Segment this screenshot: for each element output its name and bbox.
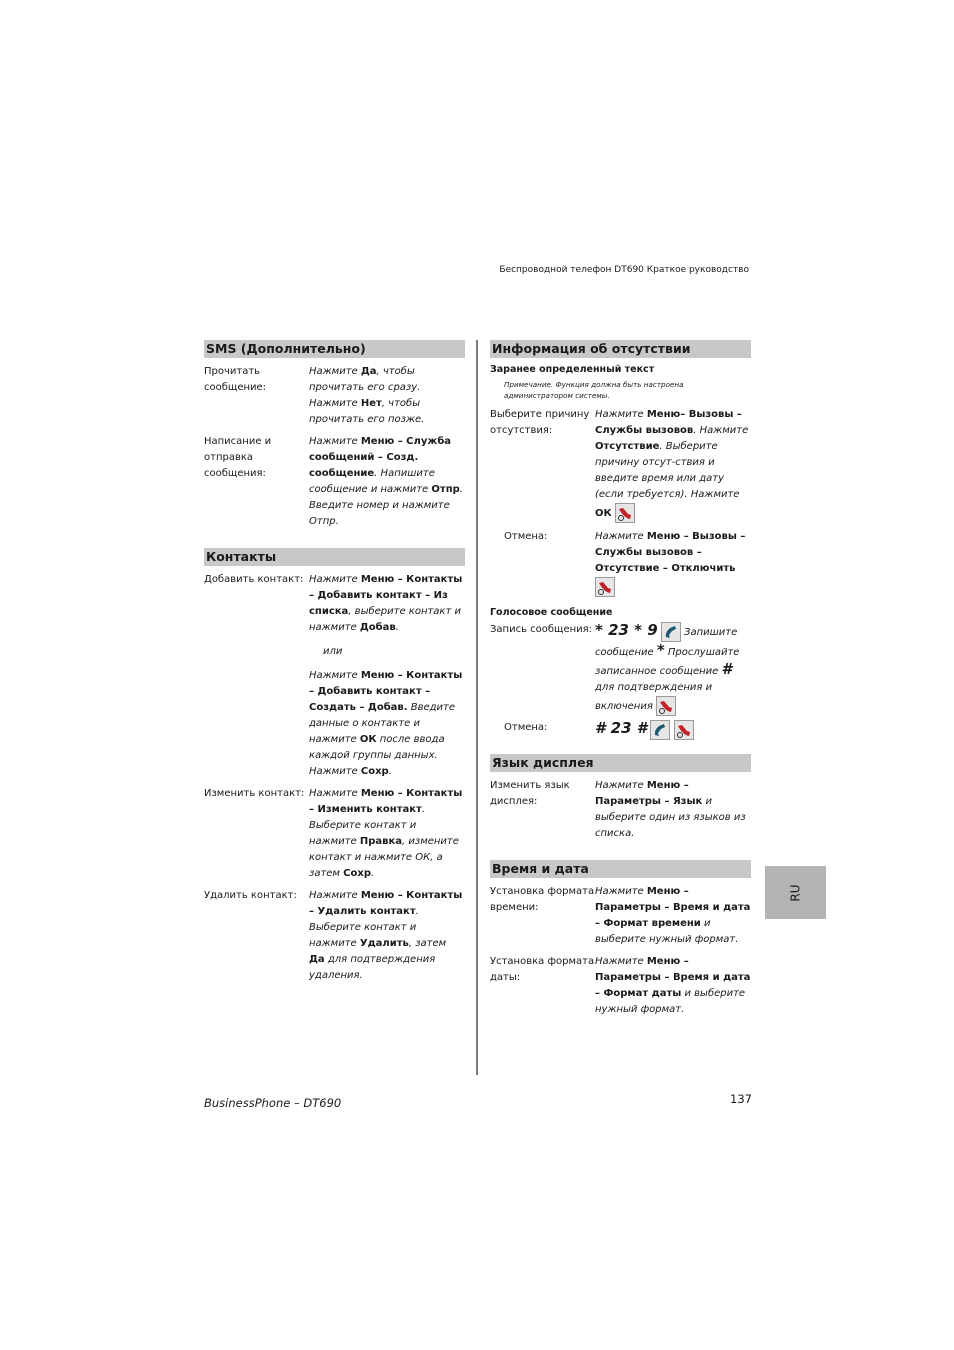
row-desc: Нажмите Меню – Контакты – Удалить контакт. Выберите контакт и нажмите Удалить, затем Да для подтверждения удаления. bbox=[309, 890, 463, 981]
listen-instruction: Прослушайте записанное сообщение bbox=[595, 647, 740, 677]
subheading-voice-message: Голосовое сообщение bbox=[490, 607, 613, 618]
section-title-datetime: Время и дата bbox=[490, 860, 751, 878]
end-call-icon bbox=[674, 720, 694, 740]
end-call-icon bbox=[656, 696, 676, 716]
hash-key: # bbox=[721, 660, 732, 678]
row-label: Изменить контакт: bbox=[204, 788, 305, 799]
contact-add-row bbox=[204, 572, 465, 780]
section-title-language: Язык дисплея bbox=[490, 754, 751, 772]
row-desc: Нажмите Меню – Контакты – Добавить контакт – Из списка, выберите контакт и нажмите Добав. bbox=[309, 574, 463, 633]
call-icon bbox=[661, 622, 681, 642]
language-tab-label: RU bbox=[788, 883, 803, 902]
or-text: или bbox=[323, 646, 343, 657]
right-column bbox=[490, 340, 751, 1018]
row-label: Запись сообщения: bbox=[490, 624, 593, 635]
row-desc: Нажмите Меню – Служба сообщений – Созд. сообщение. Напишите сообщение и нажмите Отпр. Введите номер и нажмите Отпр. bbox=[309, 436, 463, 527]
row-desc: Нажмите Меню– Вызовы – Службы вызовов. Нажмите Отсутствие. Выберите причину отсут-ствия и введите время или дату (если требуется). Нажмите ОК bbox=[595, 409, 749, 519]
row-desc: Нажмите Меню – Вызовы – Службы вызовов – Отсутствие – Отключить bbox=[595, 531, 746, 574]
note-text: Примечание. Функция должна быть настроена администратором системы. bbox=[504, 380, 684, 400]
running-header: Беспроводной телефон DT690 Краткое руководство bbox=[499, 265, 749, 275]
voice-record-row bbox=[490, 622, 751, 716]
column-divider bbox=[476, 340, 478, 1075]
record-instruction: Запишите сообщение bbox=[595, 627, 738, 658]
row-desc: Нажмите Да, чтобы прочитать его сразу. Нажмите Нет, чтобы прочитать его позже. bbox=[309, 366, 425, 425]
row-label: Отмена: bbox=[504, 531, 548, 542]
row-desc: Нажмите Меню – Параметры – Время и дата – Формат времени и выберите нужный формат. bbox=[595, 886, 751, 945]
row-label: Установка формата даты: bbox=[490, 956, 595, 983]
sms-read-row bbox=[204, 364, 465, 428]
row-desc: Нажмите Меню – Параметры – Время и дата – Формат даты и выберите нужный формат. bbox=[595, 956, 751, 1015]
row-label: Удалить контакт: bbox=[204, 890, 297, 901]
absence-cancel-row bbox=[490, 529, 751, 597]
row-desc: Нажмите Меню – Параметры – Язык и выберите один из языков из списка. bbox=[595, 780, 746, 839]
star-key: * bbox=[656, 641, 665, 659]
voice-cancel-row bbox=[490, 720, 751, 740]
language-row bbox=[490, 778, 751, 842]
subheading-predefined-text: Заранее определенный текст bbox=[490, 364, 655, 375]
language-side-tab bbox=[765, 866, 826, 919]
absence-reason-row bbox=[490, 407, 751, 523]
row-label: Выберите причину отсутствия: bbox=[490, 409, 590, 436]
row-label: Отмена: bbox=[504, 722, 548, 733]
section-title-contacts: Контакты bbox=[204, 548, 465, 566]
code-sequence: # 23 # bbox=[595, 719, 648, 737]
row-label: Изменить язык дисплея: bbox=[490, 780, 570, 807]
row-label: Добавить контакт: bbox=[204, 574, 304, 585]
row-label: Установка формата времени: bbox=[490, 886, 595, 913]
row-desc-alt: Нажмите Меню – Контакты – Добавить контакт – Создать – Добав. Введите данные о контакте и нажмите ОК после ввода каждой группы данных. Нажмите Сохр. bbox=[309, 670, 463, 777]
row-label: Написание и отправка сообщения: bbox=[204, 436, 272, 479]
row-label: Прочитать сообщение: bbox=[204, 366, 267, 393]
call-icon bbox=[650, 720, 670, 740]
sms-write-row bbox=[204, 434, 465, 530]
end-call-icon bbox=[595, 577, 615, 597]
confirm-instruction: для подтверждения и включения bbox=[595, 682, 713, 712]
date-format-row bbox=[490, 954, 751, 1018]
footer-product: BusinessPhone – DT690 bbox=[204, 1096, 342, 1110]
code-sequence: * 23 * 9 bbox=[595, 621, 658, 639]
row-desc: Нажмите Меню – Контакты – Изменить контакт. Выберите контакт и нажмите Правка, измените контакт и нажмите ОК, а затем Сохр. bbox=[309, 788, 463, 879]
contact-edit-row bbox=[204, 786, 465, 882]
section-title-absence: Информация об отсутствии bbox=[490, 340, 751, 358]
page-number: 137 bbox=[730, 1092, 752, 1106]
end-call-icon bbox=[615, 503, 635, 523]
section-title-sms: SMS (Дополнительно) bbox=[204, 340, 465, 358]
left-column bbox=[204, 340, 465, 984]
contact-delete-row bbox=[204, 888, 465, 984]
time-format-row bbox=[490, 884, 751, 948]
